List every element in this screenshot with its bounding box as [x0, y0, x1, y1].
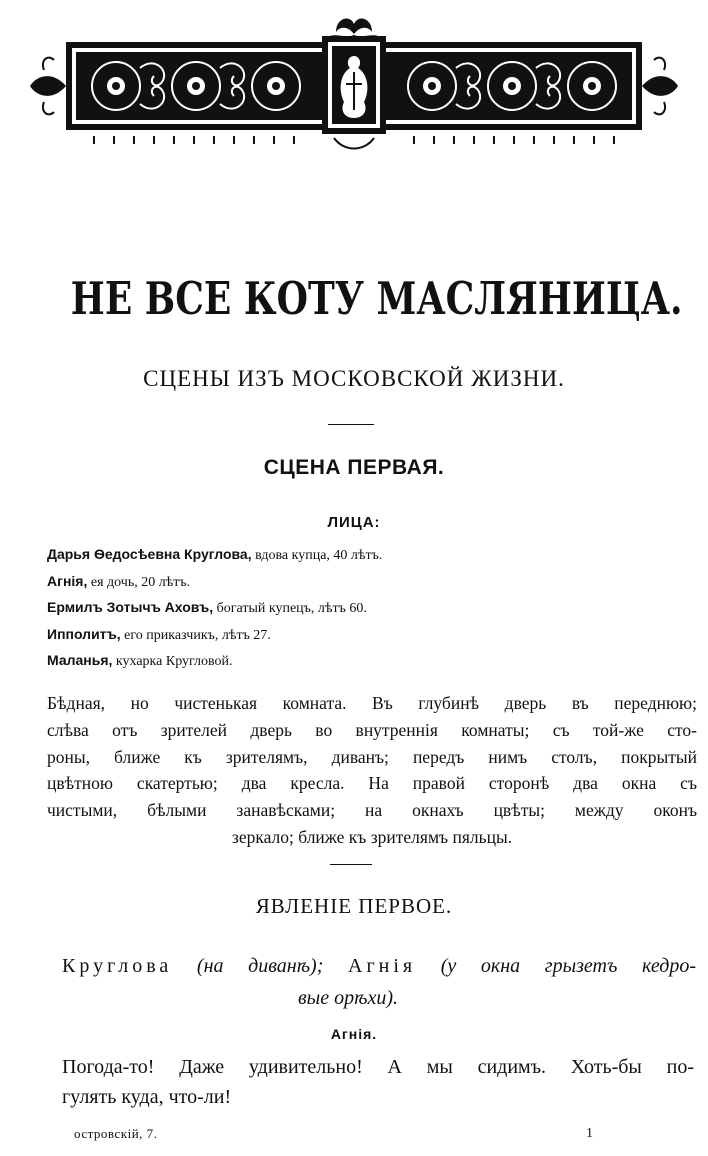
cast-desc: богатый купецъ, лѣтъ 60. [213, 601, 367, 616]
stage-line: роны, ближе къ зрителямъ, диванъ; передъ нимъ столъ, покрытый [47, 746, 697, 767]
divider [328, 424, 374, 425]
stage-line: чистыми, бѣлыми занавѣсками; на окнахъ цвѣты; между оконъ [47, 800, 697, 821]
cast-desc: вдова купца, 40 лѣтъ. [251, 548, 383, 563]
speech-line: Погода-то! Даже удивительно! А мы сидимъ. Хоть-бы по- [62, 1056, 694, 1078]
direction-note: (у окна грызетъ кедро- [416, 955, 696, 977]
persons-heading: ЛИЦА: [327, 514, 381, 531]
direction-line: вые орѣхи). [298, 987, 398, 1009]
direction-line [62, 950, 696, 982]
cast-desc: ея дочь, 20 лѣтъ. [87, 574, 191, 590]
cast-name: Ермилъ Зотычъ Аховъ, [47, 599, 214, 615]
act-direction [62, 950, 696, 1014]
play-subtitle: СЦЕНЫ ИЗЪ МОСКОВСКОЙ ЖИЗНИ. [143, 366, 565, 391]
stage-line: цвѣтною скатертью; два кресла. На правой сторонѣ два окна съ [47, 773, 697, 794]
play-title: НЕ ВСЕ КОТУ МАСЛЯНИЦА. [70, 272, 683, 325]
stage-line: слѣва отъ зрителей дверь во внутреннія комнаты; съ той-же сто- [47, 719, 697, 740]
scene-heading: СЦЕНА ПЕРВАЯ. [263, 456, 445, 479]
cast-item [47, 573, 687, 600]
stage-line: зеркало; ближе къ зрителямъ пяльцы. [231, 826, 513, 847]
character-name: Круглова [62, 955, 173, 977]
act-heading: ЯВЛЕНІЕ ПЕРВОЕ. [255, 894, 453, 918]
speaker-name: Агнія. [330, 1026, 378, 1042]
cast-name: Маланья, [47, 652, 113, 668]
cast-item [47, 599, 687, 626]
cast-list [47, 546, 687, 679]
cast-desc: кухарка Кругловой. [112, 654, 233, 669]
speech-line: гулять куда, что-ли! [62, 1086, 232, 1108]
signature-mark: островскій, 7. [74, 1126, 158, 1141]
cast-item [47, 652, 687, 679]
divider [330, 864, 372, 865]
cast-name: Ипполитъ, [47, 625, 121, 642]
cast-item [47, 546, 687, 573]
direction-note: (на диванѣ); [172, 955, 348, 977]
character-name: Агнія [348, 955, 417, 977]
cast-item [47, 626, 687, 653]
stage-line: Бѣдная, но чистенькая комната. Въ глубинѣ дверь въ переднюю; [47, 693, 697, 713]
stage-directions [47, 690, 697, 851]
cast-name: Агнія, [47, 572, 88, 589]
page-number: 1 [586, 1126, 593, 1141]
cast-name: Дарья Ѳедосѣевна Круглова, [47, 546, 252, 562]
header-ornament [24, 10, 684, 158]
speech [62, 1052, 694, 1112]
cast-desc: его приказчикъ, лѣтъ 27. [120, 627, 271, 643]
